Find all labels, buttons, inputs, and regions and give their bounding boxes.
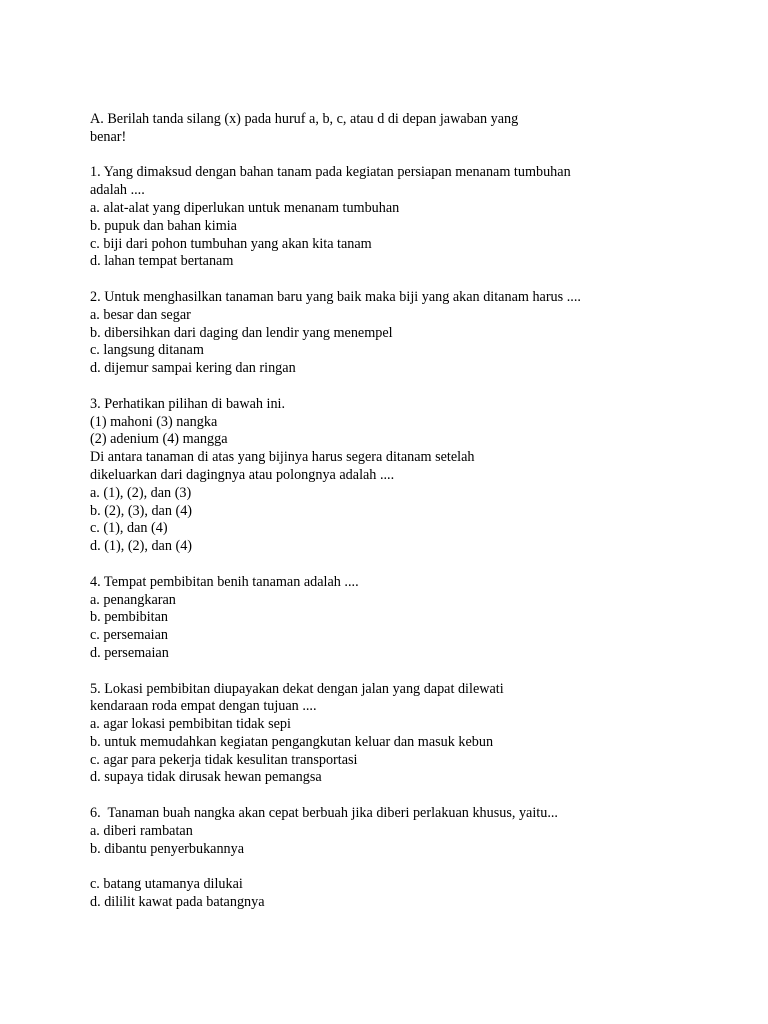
question-stem: Di antara tanaman di atas yang bijinya harus segera ditanam setelah — [90, 449, 475, 466]
spacer — [90, 271, 690, 289]
option-d: d. supaya tidak dirusak hewan pemangsa — [90, 769, 322, 786]
option-b: b. pembibitan — [90, 609, 169, 626]
option-c: c. agar para pekerja tidak kesulitan transportasi — [90, 751, 358, 768]
option-a: a. alat-alat yang diperlukan untuk menanam tumbuhan — [90, 199, 400, 216]
question-stem: 2. Untuk menghasilkan tanaman baru yang baik maka biji yang akan ditanam harus .... — [90, 288, 581, 305]
question-stem: 3. Perhatikan pilihan di bawah ini. — [90, 395, 286, 412]
spacer — [90, 378, 690, 396]
question-5 — [90, 681, 690, 788]
option-b: b. dibantu penyerbukannya — [90, 840, 245, 857]
option-a: a. diberi rambatan — [90, 822, 193, 839]
spacer — [90, 556, 690, 574]
question-stem: 1. Yang dimaksud dengan bahan tanam pada kegiatan persiapan menanam tumbuhan — [90, 164, 571, 181]
option-d: d. dijemur sampai kering dan ringan — [90, 360, 296, 377]
question-stem: kendaraan roda empat dengan tujuan .... — [90, 698, 317, 715]
option-d: d. lahan tempat bertanam — [90, 253, 234, 270]
spacer — [90, 147, 690, 165]
instruction-line: benar! — [90, 128, 127, 145]
question-stem: adalah .... — [90, 182, 145, 199]
question-4 — [90, 574, 690, 663]
question-stem: 4. Tempat pembibitan benih tanaman adalah .... — [90, 573, 359, 590]
option-c: c. biji dari pohon tumbuhan yang akan kita tanam — [90, 235, 372, 252]
spacer — [90, 663, 690, 681]
question-2 — [90, 289, 690, 378]
option-a: a. penangkaran — [90, 591, 176, 608]
option-b: b. (2), (3), dan (4) — [90, 502, 193, 519]
option-d: d. (1), (2), dan (4) — [90, 538, 193, 555]
option-b: b. untuk memudahkan kegiatan pengangkutan keluar dan masuk kebun — [90, 733, 494, 750]
option-c: c. persemaian — [90, 627, 168, 644]
option-d: d. dililit kawat pada batangnya — [90, 894, 265, 911]
instruction-block — [90, 111, 690, 147]
question-stem: 6. Tanaman buah nangka akan cepat berbuah jika diberi perlakuan khusus, yaitu... — [90, 805, 558, 822]
spacer — [90, 787, 690, 805]
document-page — [90, 111, 690, 912]
option-c: c. langsung ditanam — [90, 342, 204, 359]
option-b: b. pupuk dan bahan kimia — [90, 217, 237, 234]
instruction-line: A. Berilah tanda silang (x) pada huruf a, b, c, atau d di depan jawaban yang — [90, 111, 519, 127]
question-stem: 5. Lokasi pembibitan diupayakan dekat dengan jalan yang dapat dilewati — [90, 680, 504, 697]
question-stem: dikeluarkan dari dagingnya atau polongnya adalah .... — [90, 466, 395, 483]
option-a: a. besar dan segar — [90, 306, 191, 323]
question-stem: (1) mahoni (3) nangka — [90, 413, 218, 430]
question-1 — [90, 164, 690, 271]
option-a: a. (1), (2), dan (3) — [90, 484, 192, 501]
question-3 — [90, 396, 690, 556]
option-b: b. dibersihkan dari daging dan lendir yang menempel — [90, 324, 393, 341]
option-c: c. batang utamanya dilukai — [90, 876, 243, 893]
option-a: a. agar lokasi pembibitan tidak sepi — [90, 716, 291, 733]
question-stem: (2) adenium (4) mangga — [90, 431, 228, 448]
option-d: d. persemaian — [90, 644, 169, 661]
option-c: c. (1), dan (4) — [90, 520, 168, 537]
question-6 — [90, 805, 690, 912]
option-gap — [90, 858, 690, 876]
